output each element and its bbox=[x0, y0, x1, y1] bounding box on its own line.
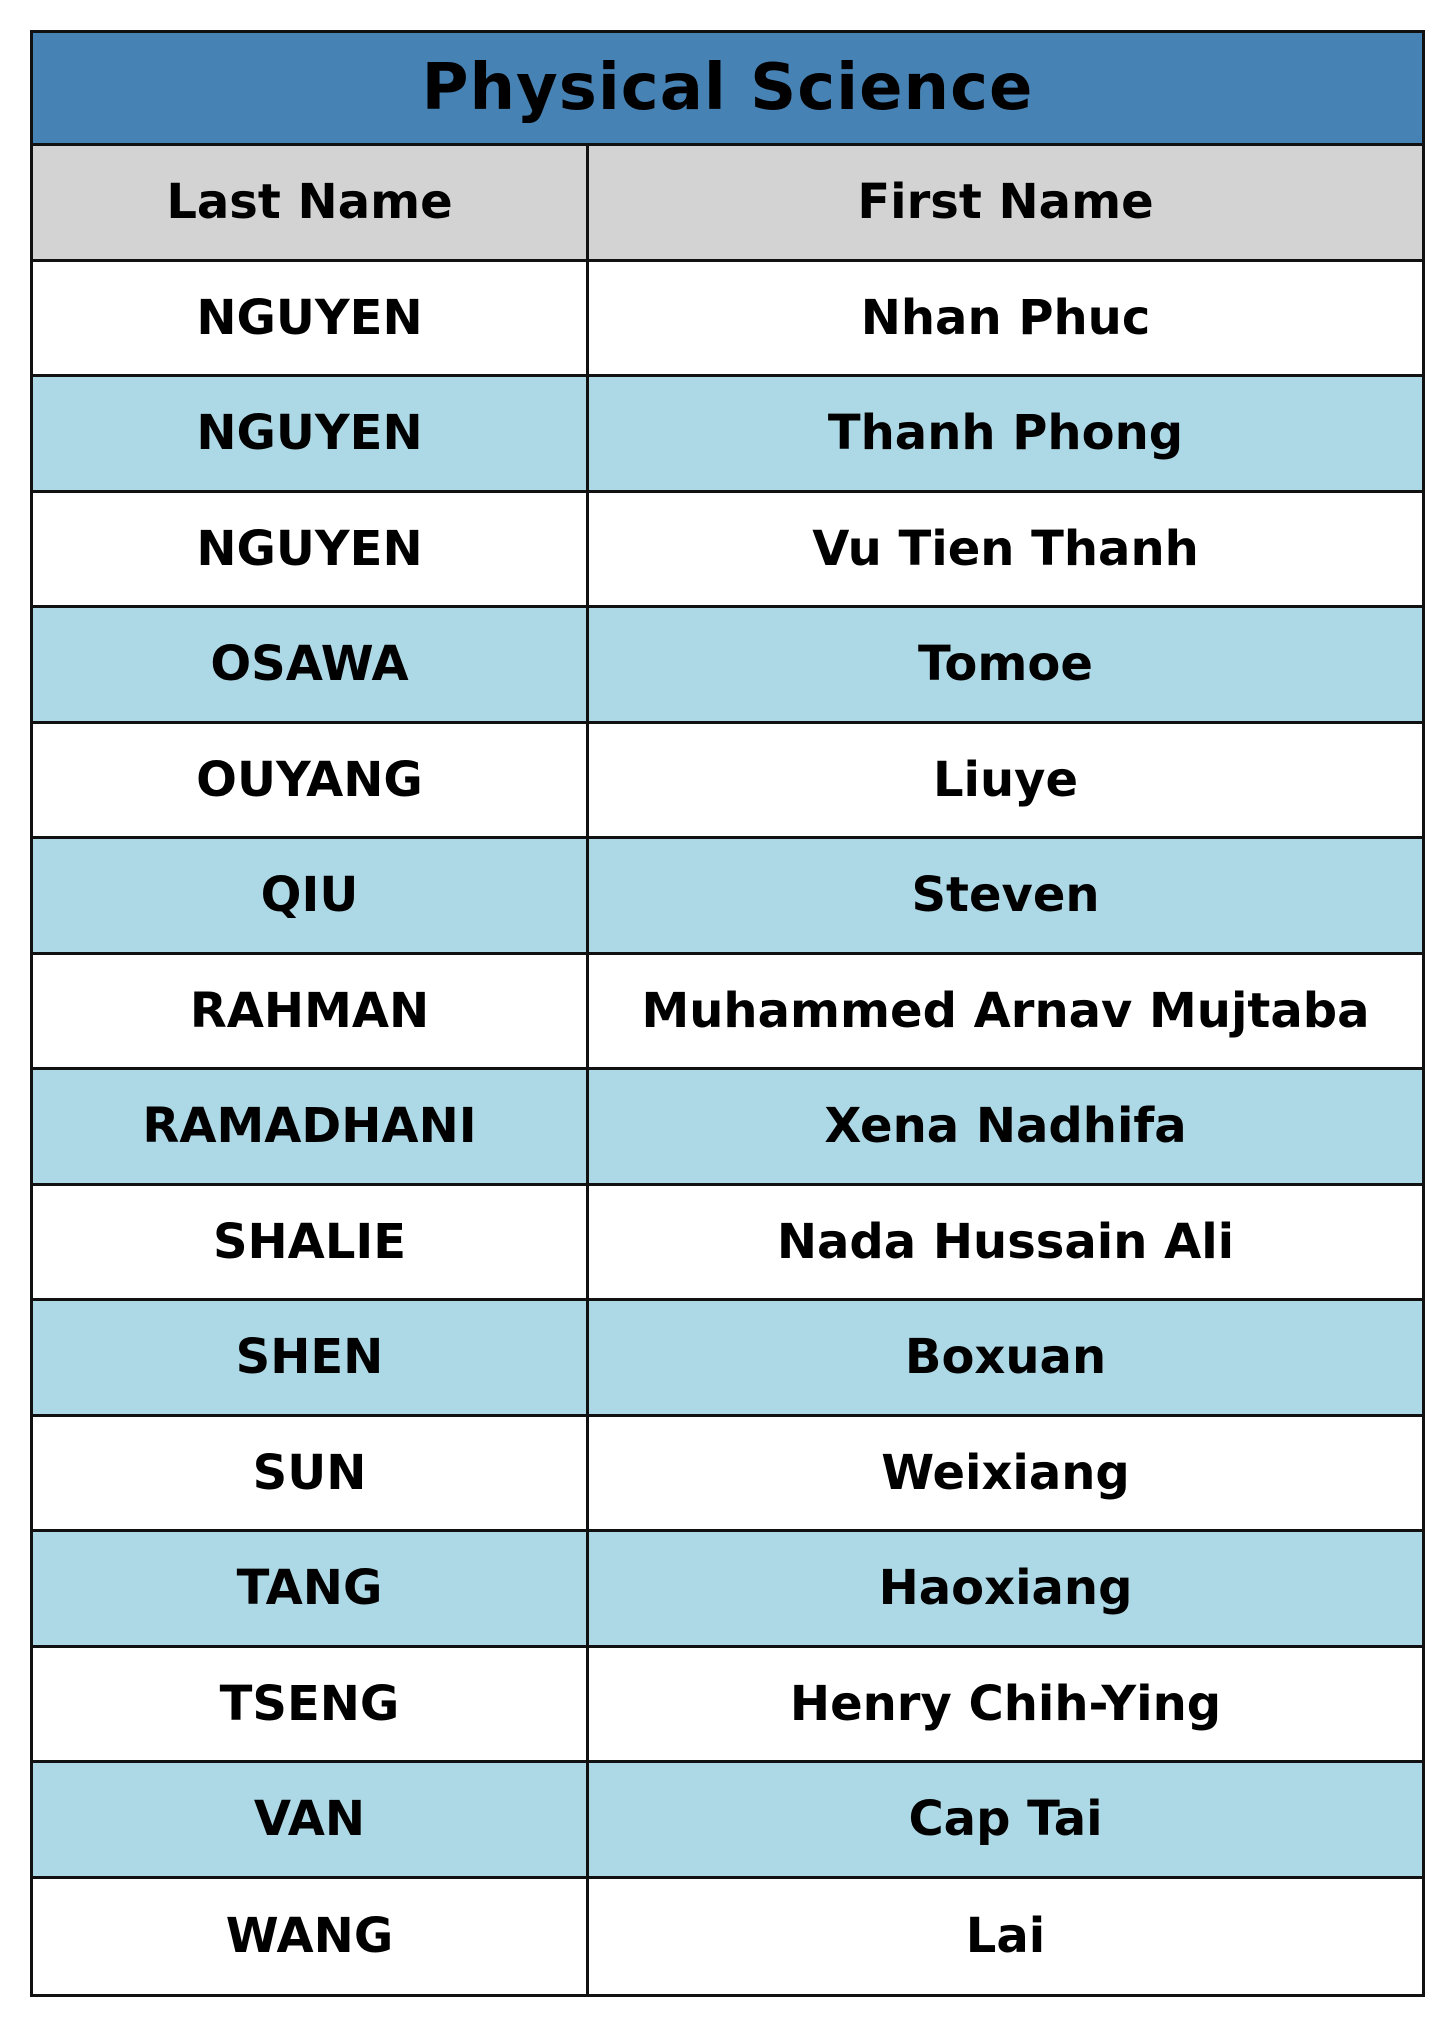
last-name-cell: WANG bbox=[33, 1879, 589, 1995]
roster-table bbox=[30, 30, 1425, 1997]
first-name-cell: Nada Hussain Ali bbox=[776, 1213, 1235, 1270]
last-name-cell: SHEN bbox=[33, 1301, 589, 1414]
table-title: Physical Science bbox=[421, 51, 1034, 125]
table-row bbox=[33, 839, 1422, 955]
table-row bbox=[33, 1417, 1422, 1533]
first-name-cell: Liuye bbox=[932, 751, 1079, 808]
last-name-cell: RAHMAN bbox=[33, 955, 589, 1068]
table-row bbox=[33, 262, 1422, 378]
first-name-cell: Muhammed Arnav Mujtaba bbox=[641, 982, 1370, 1039]
first-name-cell: Boxuan bbox=[904, 1329, 1107, 1386]
last-name-cell: TSENG bbox=[33, 1648, 589, 1761]
table-row bbox=[33, 955, 1422, 1071]
last-name-cell: QIU bbox=[33, 839, 589, 952]
table-title-bar bbox=[33, 33, 1422, 146]
column-header-first-name: First Name bbox=[857, 174, 1154, 231]
last-name-cell: TANG bbox=[33, 1532, 589, 1645]
last-name-cell: NGUYEN bbox=[33, 493, 589, 606]
last-name-cell: NGUYEN bbox=[33, 377, 589, 490]
first-name-cell: Steven bbox=[911, 867, 1100, 924]
last-name-cell: VAN bbox=[33, 1763, 589, 1876]
last-name-cell: SHALIE bbox=[33, 1186, 589, 1299]
header-row bbox=[33, 146, 1422, 262]
table-row bbox=[33, 377, 1422, 493]
first-name-cell: Haoxiang bbox=[878, 1560, 1133, 1617]
table-row bbox=[33, 1648, 1422, 1764]
first-name-cell: Vu Tien Thanh bbox=[812, 520, 1199, 577]
first-name-cell: Tomoe bbox=[918, 636, 1093, 693]
first-name-cell: Nhan Phuc bbox=[860, 289, 1151, 346]
first-name-cell: Thanh Phong bbox=[827, 405, 1184, 462]
first-name-cell: Henry Chih-Ying bbox=[789, 1675, 1222, 1732]
last-name-cell: NGUYEN bbox=[33, 262, 589, 375]
column-header-last-name: Last Name bbox=[33, 146, 589, 259]
last-name-cell: RAMADHANI bbox=[33, 1070, 589, 1183]
last-name-cell: OSAWA bbox=[33, 608, 589, 721]
table-row bbox=[33, 493, 1422, 609]
first-name-cell: Xena Nadhifa bbox=[824, 1098, 1187, 1155]
table-row bbox=[33, 1532, 1422, 1648]
last-name-cell: SUN bbox=[33, 1417, 589, 1530]
first-name-cell: Lai bbox=[965, 1908, 1046, 1965]
last-name-cell: OUYANG bbox=[33, 724, 589, 837]
table-row bbox=[33, 724, 1422, 840]
first-name-cell: Cap Tai bbox=[908, 1791, 1103, 1848]
first-name-cell: Weixiang bbox=[881, 1444, 1130, 1501]
table-row bbox=[33, 1301, 1422, 1417]
table-row bbox=[33, 1879, 1422, 1995]
table-row bbox=[33, 1070, 1422, 1186]
table-row bbox=[33, 608, 1422, 724]
table-row bbox=[33, 1763, 1422, 1879]
table-row bbox=[33, 1186, 1422, 1302]
